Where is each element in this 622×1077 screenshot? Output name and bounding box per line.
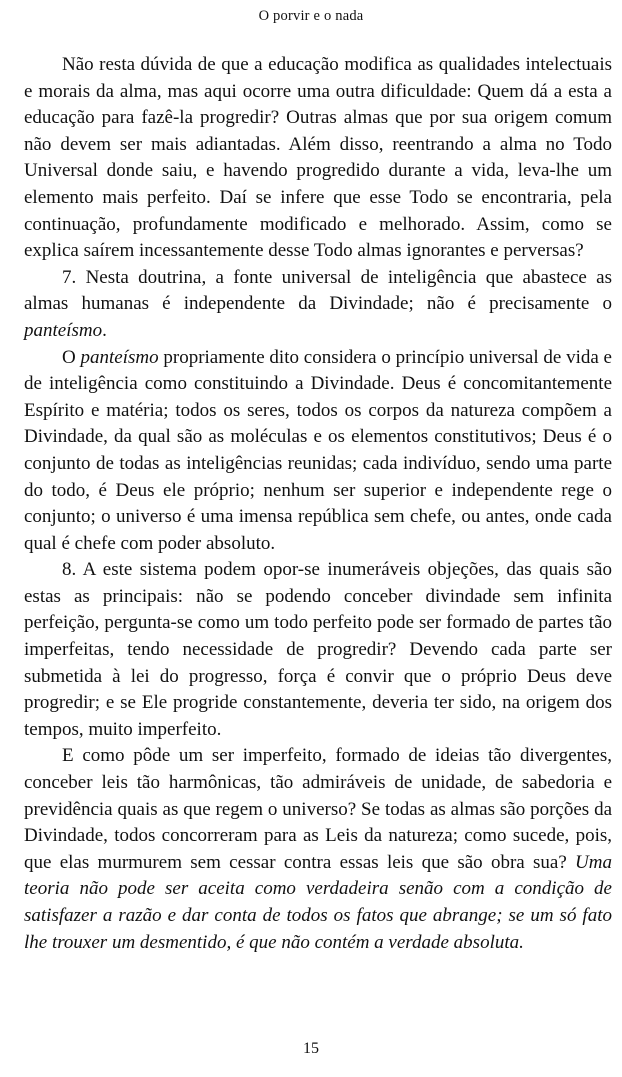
page-number: 15	[303, 1040, 319, 1057]
paragraph-3-italic: panteísmo	[80, 346, 159, 368]
paragraph-5-text: E como pôde um ser imperfeito, formado de ideias tão divergentes, conceber leis tão harmônicas, tão admiráveis de unidade, de sabedoria e previdência quais as que regem o universo? Se todas as almas são porções da Divindade, todos concorreram para as Leis da natureza; como sucede, pois, que elas murmurem sem cessar contra essas leis que são obra sua?	[24, 745, 612, 873]
paragraph-1-text: Não resta dúvida de que a educação modifica as qualidades intelectuais e morais da alma, mas aqui ocorre uma outra dificuldade: Quem dá a esta a educação para fazê-la progredir? Outras almas que por sua origem comum não devem ser mais adiantadas. Além disso, reentrando a alma no Todo Universal donde saiu, e havendo progredido durante a vida, leva-lhe um elemento mais perfeito. Daí se infere que esse Todo se encontraria, pela continuação, profundamente modificado e melhorado. Assim, como se explica saírem incessantemente desse Todo almas ignorantes e perversas?	[24, 54, 612, 262]
paragraph-4	[24, 557, 612, 743]
paragraph-2-italic: panteísmo	[24, 319, 103, 341]
running-header: O porvir e o nada	[258, 8, 364, 24]
body-text	[24, 52, 612, 956]
paragraph-3-text: propriamente dito considera o princípio universal de vida e de inteligência como constituindo a Divindade. Deus é concomitantemente Espírito e matéria; todos os seres, todos os corpos da natureza compõem a Divindade, da qual são as moléculas e os elementos constitutivos; Deus é o conjunto de todas as inteligências reunidas; cada indivíduo, sendo uma parte do todo, é Deus ele próprio; nenhum ser superior e independente rege o conjunto; o universo é uma imensa república sem chefe, ou antes, onde cada qual é chefe com poder absoluto.	[24, 346, 612, 554]
paragraph-2-text: 7. Nesta doutrina, a fonte universal de inteligência que abastece as almas humanas é independente da Divindade; não é precisamente o	[24, 266, 612, 315]
paragraph-3-start: O	[62, 346, 81, 368]
paragraph-4-text: 8. A este sistema podem opor-se inumeráveis objeções, das quais são estas as principais: não se podendo conceber divindade sem infinita perfeição, pergunta-se como um todo perfeito pode ser formado de partes tão imperfeitas, tendo necessidade de progredir? Devendo cada parte ser submetida à lei do progresso, força é convir que o próprio Deus deve progredir; e se Ele progride constantemente, deveria ter sido, na origem dos tempos, muito imperfeito.	[24, 559, 612, 740]
paragraph-2	[24, 265, 612, 345]
paragraph-5	[24, 743, 612, 956]
paragraph-3	[24, 345, 612, 558]
paragraph-1	[24, 52, 612, 265]
paragraph-5-italic: Uma teoria não pode ser aceita como verdadeira senão com a condição de satisfazer a razão e dar conta de todos os fatos que abrange; se um só fato lhe trouxer um desmentido, é que não contém a verdade absoluta.	[24, 851, 612, 953]
paragraph-2-end: .	[102, 319, 107, 341]
